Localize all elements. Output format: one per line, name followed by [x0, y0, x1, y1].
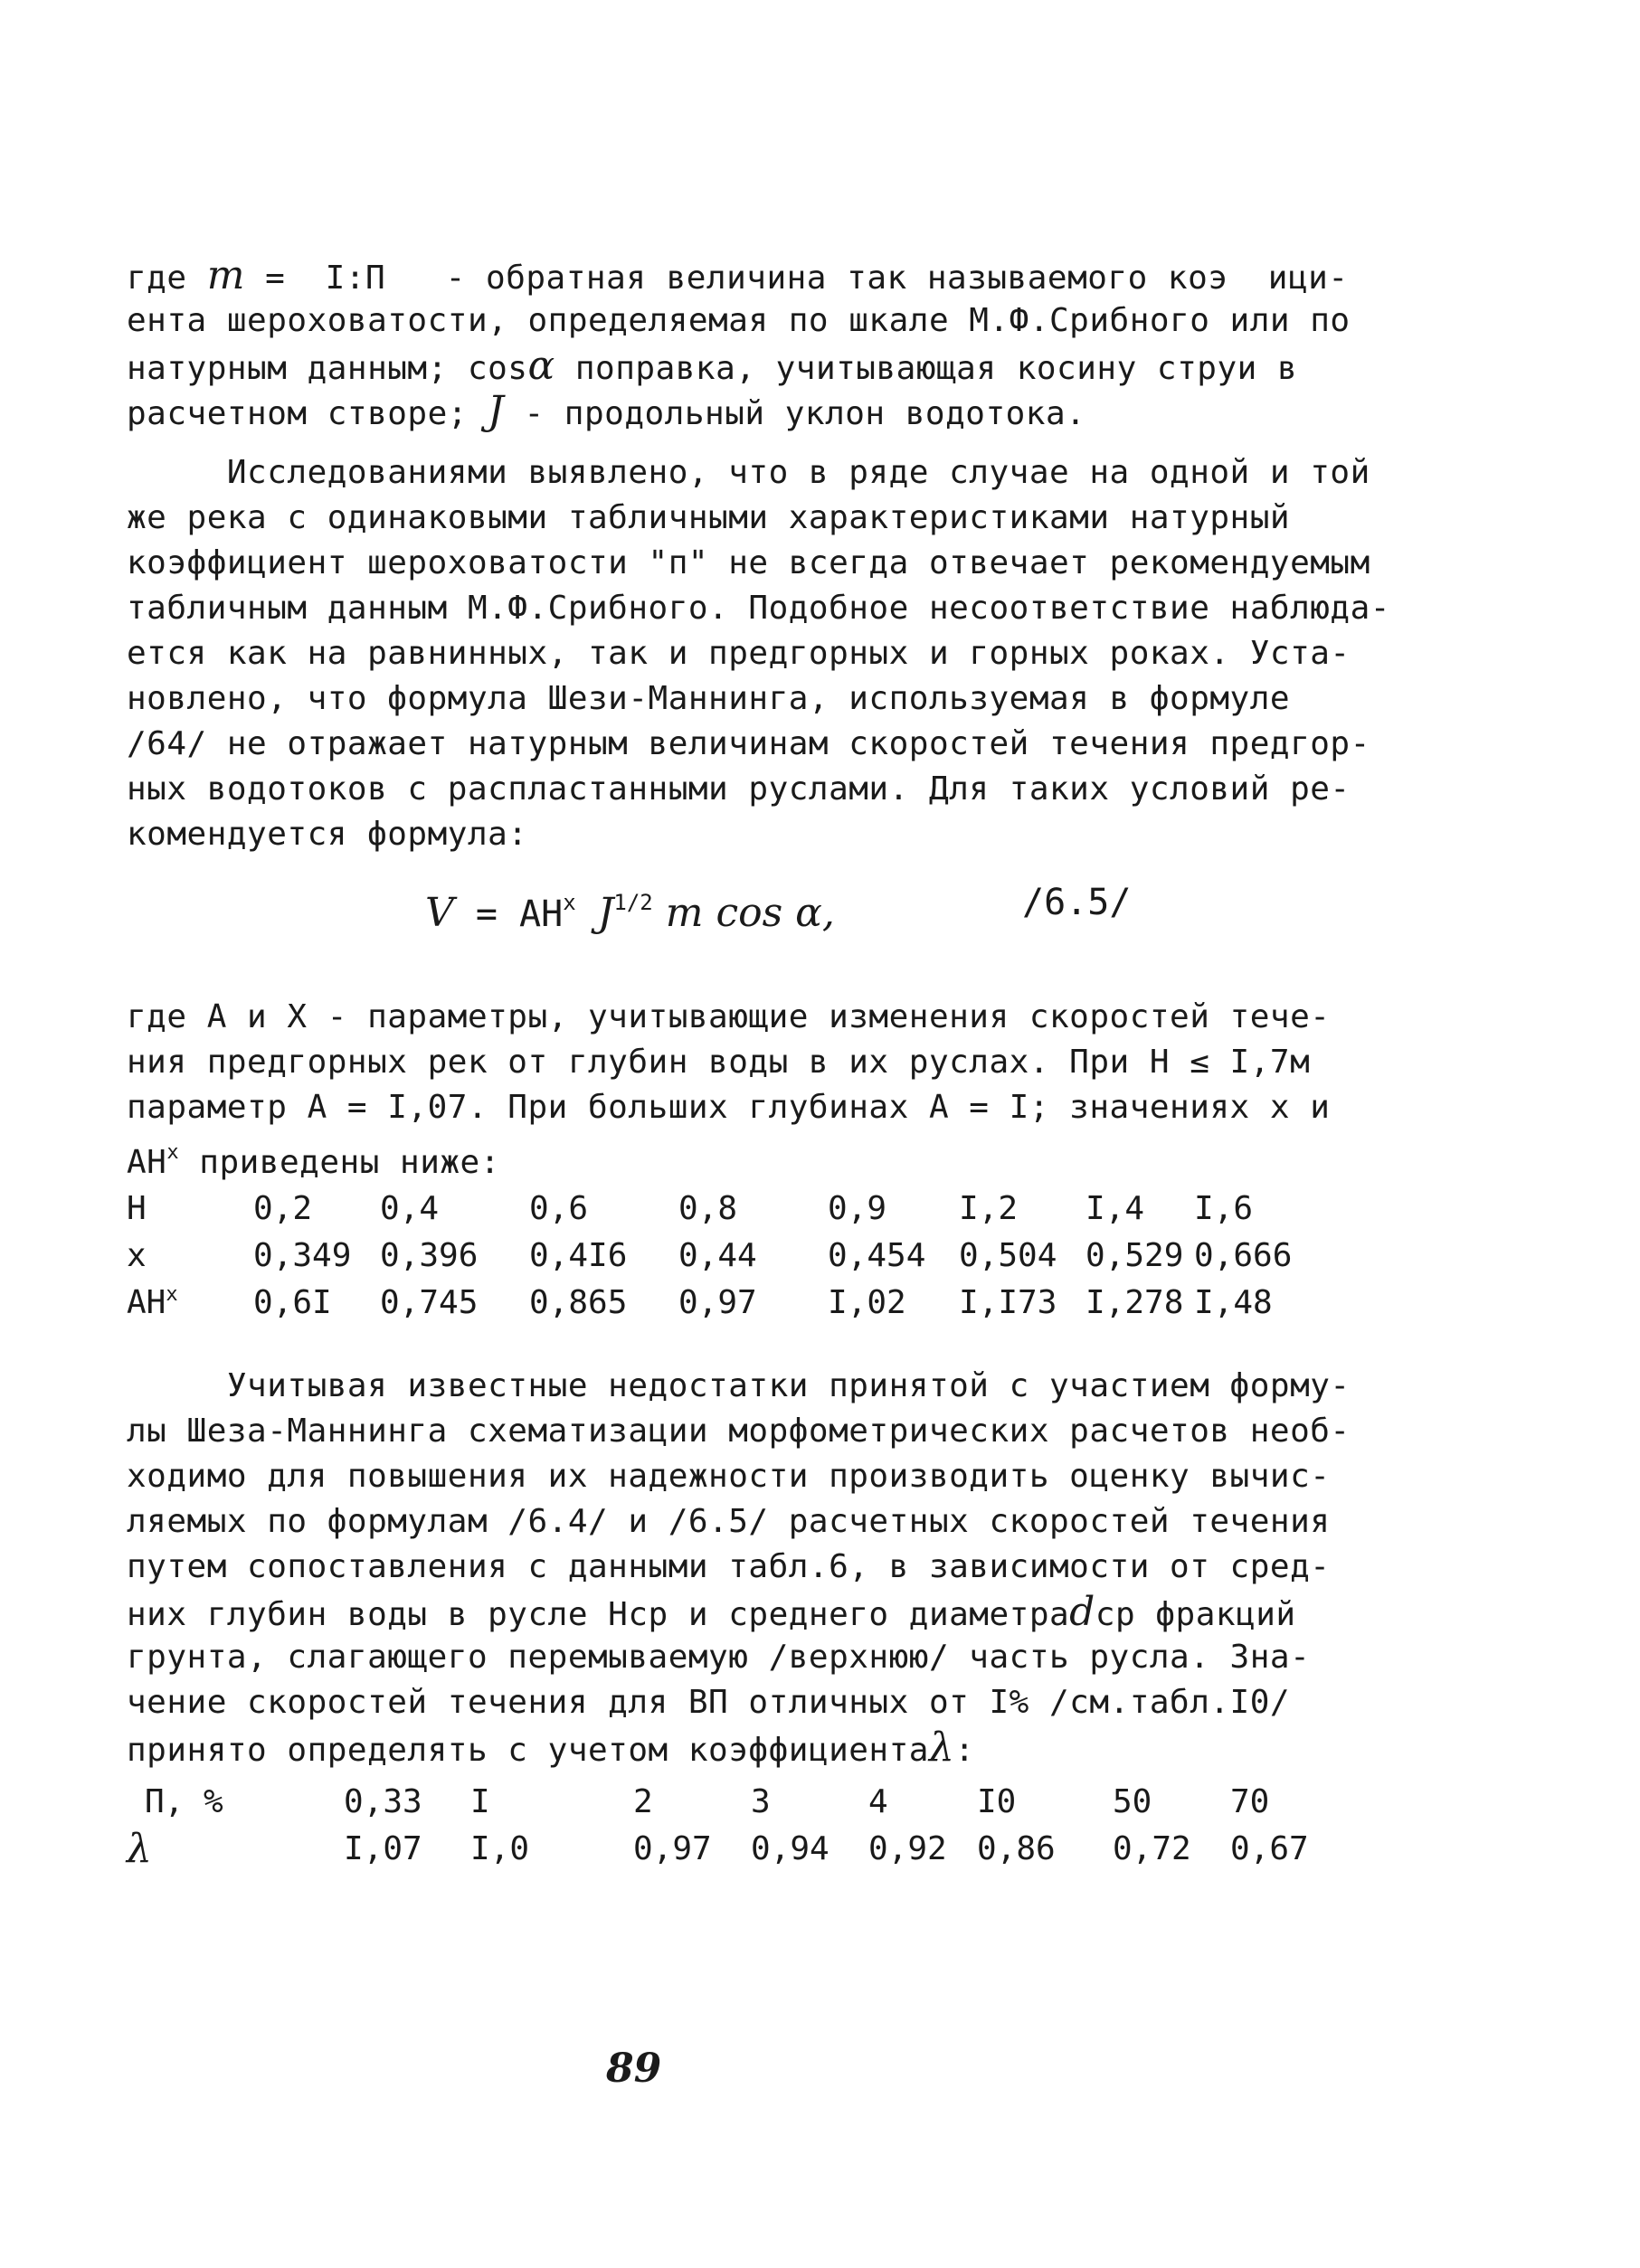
- table-cell: 0,72: [1113, 1829, 1191, 1867]
- lambda-row: [127, 1825, 1330, 1872]
- para2-line-3: коэффициент шероховатости "п" не всегда отвечает рекомендуемым: [127, 544, 1370, 581]
- para1-line-3: натурным данным; cosα поправка, учитывающая косину струи в: [127, 343, 1298, 389]
- table-cell: 0,86: [977, 1829, 1056, 1867]
- parameters-row: [127, 1232, 1321, 1279]
- para2-line-9: комендуется формула:: [127, 816, 528, 853]
- table-cell: I,4: [1085, 1189, 1145, 1227]
- table-cell: 0,67: [1230, 1829, 1309, 1867]
- table-cell: I,6: [1194, 1189, 1254, 1227]
- parameters-table: [127, 1185, 1321, 1326]
- para3-line-3: параметр А = I,07. При больших глубинах А = I; значениях х и: [127, 1089, 1331, 1126]
- probability-coefficient-table: [127, 1778, 1330, 1872]
- para3-line-4: $АН^x$ приведены ниже:: [127, 1141, 500, 1181]
- table-cell: 0,504: [959, 1236, 1057, 1274]
- table-cell: I,48: [1194, 1283, 1273, 1321]
- para3-line-2: ния предгорных рек от глубин воды в их руслах. При Н ≤ I,7м: [127, 1044, 1311, 1081]
- table-cell: 0,349: [253, 1236, 352, 1274]
- para2-line-2: же река с одинаковыми табличными характеристиками натурный: [127, 499, 1291, 536]
- para4-line-7: грунта, слагающего перемываемую /верхнюю/ часть русла. Зна-: [127, 1639, 1311, 1676]
- para1-line-4: расчетном створе; J - продольный уклон водотока.: [127, 388, 1086, 434]
- para2-line-4: табличным данным М.Ф.Срибного. Подобное несоответствие наблюда-: [127, 590, 1390, 627]
- table-cell: 4: [868, 1782, 888, 1820]
- parameters-row: [127, 1185, 1321, 1232]
- para4-line-4: ляемых по формулам /6.4/ и /6.5/ расчетных скоростей течения: [127, 1503, 1331, 1540]
- table-cell: 70: [1230, 1782, 1270, 1820]
- d-symbol: d: [1069, 1589, 1095, 1635]
- para4-line-5: путем сопоставления с данными табл.6, в зависимости от сред-: [127, 1548, 1331, 1585]
- table-cell: I,278: [1085, 1283, 1184, 1321]
- table-cell: 0,94: [751, 1829, 829, 1867]
- table-cell: 0,92: [868, 1829, 947, 1867]
- lambda-symbol: λ: [928, 1725, 955, 1771]
- table-cell: 0,9: [828, 1189, 887, 1227]
- table-cell: 0,44: [678, 1236, 757, 1274]
- probability-table-body: [127, 1778, 1330, 1872]
- para4-line-6: них глубин воды в русле Нср и среднего диаметраdср фракций: [127, 1589, 1296, 1635]
- table-cell: I,2: [959, 1189, 1019, 1227]
- lambda-label: λ: [127, 1825, 152, 1872]
- m-symbol: m: [206, 252, 245, 298]
- para2-line-1: Исследованиями выявлено, что в ряде случае на одной и той: [127, 454, 1370, 491]
- para4-line-8: чение скоростей течения для ВП отличных от I% /см.табл.I0/: [127, 1684, 1291, 1721]
- para2-line-6: новлено, что формула Шези-Маннинга, используемая в формуле: [127, 680, 1291, 717]
- para4-line-9: принято определять с учетом коэффициентаλ:: [127, 1725, 975, 1771]
- table-cell: 0,454: [828, 1236, 926, 1274]
- para4-line-2: лы Шеза-Маннинга схематизации морфометрических расчетов необ-: [127, 1413, 1351, 1450]
- probability-row: [127, 1778, 1330, 1825]
- table-cell: I,02: [828, 1283, 906, 1321]
- table-cell: 0,8: [678, 1189, 738, 1227]
- formula-number: /6.5/: [1022, 882, 1132, 923]
- table-cell: 0,4I6: [529, 1236, 628, 1274]
- para1-line-2: ента шероховатости, определяемая по шкале М.Ф.Срибного или по: [127, 302, 1351, 339]
- table-cell: 2: [633, 1782, 653, 1820]
- para2-line-5: ется как на равнинных, так и предгорных и горных роках. Уста-: [127, 635, 1351, 672]
- para1-line-1: где m = I:П - обратная величина так называемого коэ ици-: [127, 252, 1349, 298]
- row-label: x: [127, 1236, 147, 1274]
- para2-line-8: ных водотоков с распластанными руслами. Для таких условий ре-: [127, 770, 1351, 808]
- table-cell: I,07: [344, 1829, 422, 1867]
- table-cell: 50: [1113, 1782, 1152, 1820]
- alpha-symbol: α: [527, 343, 555, 389]
- formula-6-5: $V = AH^x$ $J^{1/2}$ m cos α,: [425, 890, 835, 936]
- table-cell: 0,33: [344, 1782, 422, 1820]
- table-cell: 0,2: [253, 1189, 313, 1227]
- row-label: Н: [127, 1189, 147, 1227]
- table-cell: 0,6: [529, 1189, 589, 1227]
- table-cell: 0,865: [529, 1283, 628, 1321]
- parameters-row: [127, 1279, 1321, 1326]
- para2-line-7: /64/ не отражает натурным величинам скоростей течения предгор-: [127, 725, 1370, 762]
- table-cell: 0,745: [380, 1283, 479, 1321]
- row-label: П, %: [145, 1782, 223, 1820]
- table-cell: 0,97: [633, 1829, 712, 1867]
- page-number: 89: [606, 2046, 662, 2092]
- slope-symbol: J: [488, 388, 505, 434]
- table-cell: 0,97: [678, 1283, 757, 1321]
- table-cell: 0,529: [1085, 1236, 1184, 1274]
- para3-line-1: где А и X - параметры, учитывающие изменения скоростей тече-: [127, 998, 1331, 1035]
- para4-line-1: Учитывая известные недостатки принятой с участием форму-: [127, 1367, 1351, 1404]
- table-cell: 0,4: [380, 1189, 440, 1227]
- table-cell: I,I73: [959, 1283, 1057, 1321]
- table-cell: 0,666: [1194, 1236, 1293, 1274]
- table-cell: I0: [977, 1782, 1017, 1820]
- table-cell: 3: [751, 1782, 771, 1820]
- parameters-table-body: [127, 1185, 1321, 1326]
- table-cell: I,0: [470, 1829, 530, 1867]
- table-cell: I: [470, 1782, 490, 1820]
- para4-line-3: ходимо для повышения их надежности производить оценку вычис-: [127, 1458, 1331, 1495]
- row-label: $АН^x$: [127, 1283, 178, 1321]
- table-cell: 0,396: [380, 1236, 479, 1274]
- table-cell: 0,6I: [253, 1283, 332, 1321]
